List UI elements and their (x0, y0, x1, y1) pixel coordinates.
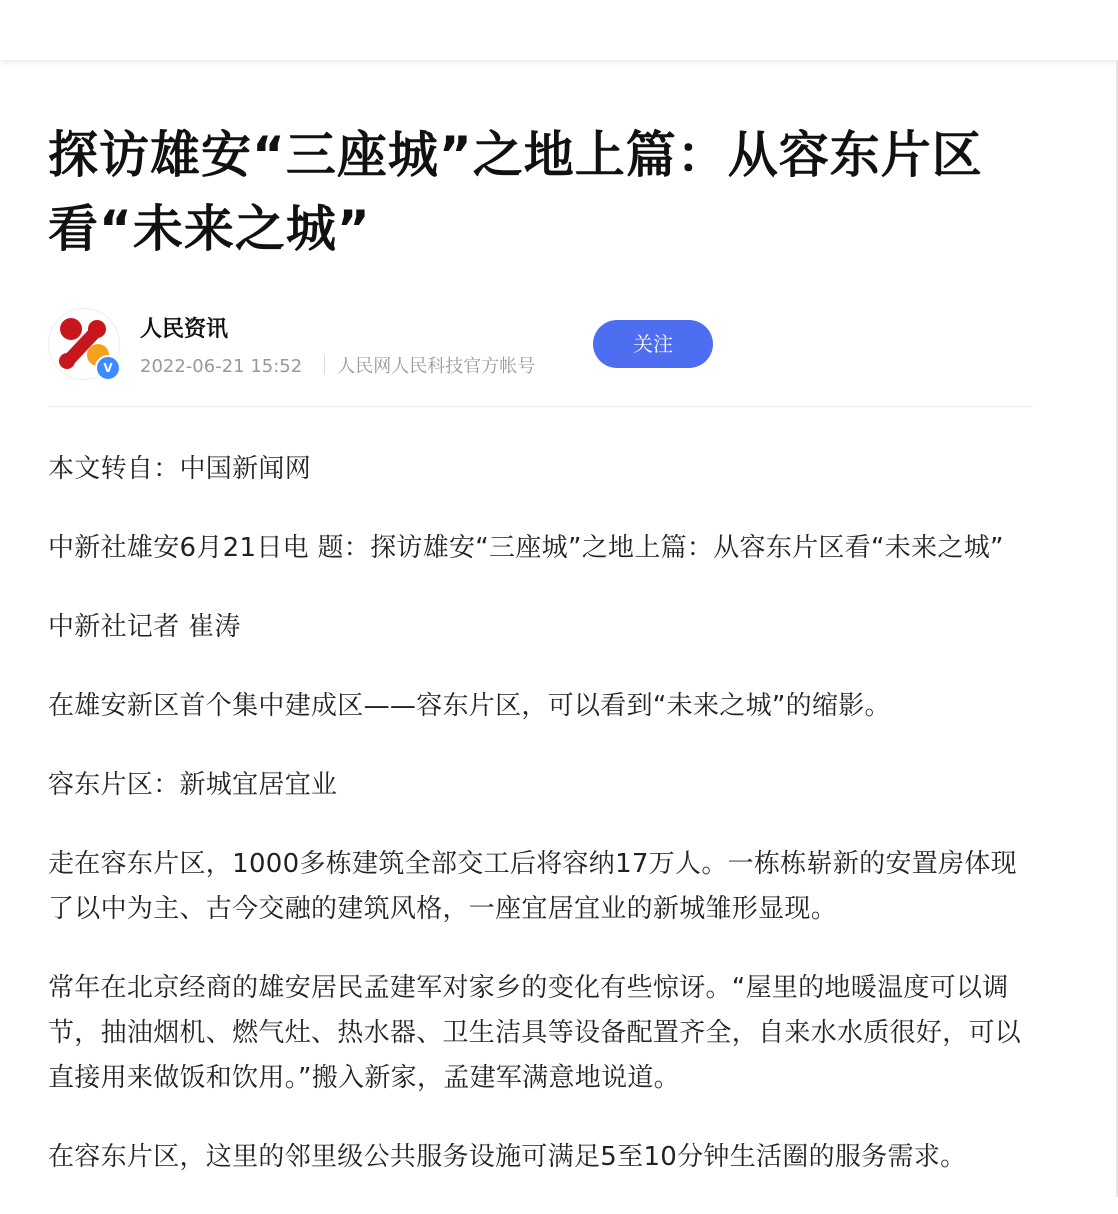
meta-divider (324, 355, 325, 375)
author-name[interactable]: 人民资讯 (140, 317, 229, 342)
top-bar (0, 0, 1118, 61)
paragraph: 容东片区：新城宜居宜业 (48, 770, 338, 800)
paragraph: 常年在北京经商的雄安居民孟建军对家乡的变化有些惊讶。“屋里的地暖温度可以调节，抽油烟机、燃气灶、热水器、卫生洁具等设备配置齐全，自来水水质很好，可以直接用来做饭和饮用。”搬入新家，孟建军满意地说道。 (48, 973, 1022, 1093)
article (48, 118, 1033, 1214)
article-body (48, 447, 1033, 1180)
author-avatar[interactable] (48, 308, 120, 380)
verified-badge-icon: V (95, 355, 121, 381)
article-title: 探访雄安“三座城”之地上篇：从容东片区看“未来之城” (48, 126, 983, 258)
author-row (48, 308, 1033, 382)
paragraph: 中新社雄安6月21日电 题：探访雄安“三座城”之地上篇：从容东片区看“未来之城” (48, 533, 1004, 563)
paragraph: 中新社记者 崔涛 (48, 612, 241, 642)
publish-datetime: 2022-06-21 15:52 (140, 356, 303, 377)
divider (48, 406, 1033, 407)
account-description: 人民网人民科技官方帐号 (337, 356, 536, 377)
author-meta (140, 352, 535, 378)
paragraph: 在雄安新区首个集中建成区——容东片区，可以看到“未来之城”的缩影。 (48, 691, 891, 721)
follow-button[interactable]: 关注 (593, 320, 713, 368)
paragraph: 走在容东片区，1000多栋建筑全部交工后将容纳17万人。一栋栋崭新的安置房体现了以中为主、古今交融的建筑风格，一座宜居宜业的新城雏形显现。 (48, 849, 1017, 924)
paragraph: 本文转自：中国新闻网 (48, 454, 312, 484)
paragraph: 在容东片区，这里的邻里级公共服务设施可满足5至10分钟生活圈的服务需求。 (48, 1142, 967, 1172)
